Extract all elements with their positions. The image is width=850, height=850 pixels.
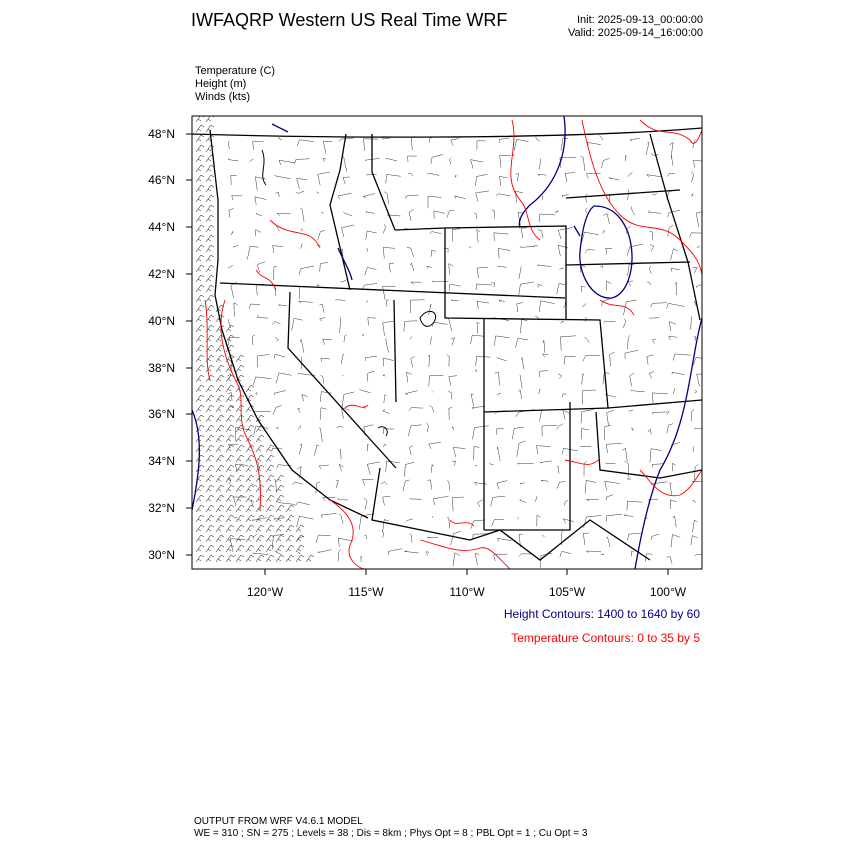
valid-time: Valid: 2025-09-14_16:00:00 bbox=[568, 27, 703, 39]
lon-tick-label: 110°W bbox=[449, 585, 485, 599]
field-winds: Winds (kts) bbox=[195, 91, 250, 103]
lon-tick-label: 115°W bbox=[348, 585, 384, 599]
longitude-axis bbox=[247, 569, 687, 599]
init-time: Init: 2025-09-13_00:00:00 bbox=[577, 14, 703, 26]
height-contour-legend: Height Contours: 1400 to 1640 by 60 bbox=[503, 607, 700, 621]
map-title: IWFAQRP Western US Real Time WRF bbox=[191, 10, 508, 30]
lat-tick-label: 36°N bbox=[148, 407, 175, 421]
lat-tick-label: 42°N bbox=[148, 267, 175, 281]
lat-tick-label: 32°N bbox=[148, 501, 175, 515]
lat-tick-label: 38°N bbox=[148, 361, 175, 375]
model-config-note: WE = 310 ; SN = 275 ; Levels = 38 ; Dis = 8km ; Phys Opt = 8 ; PBL Opt = 1 ; Cu Opt = 3 bbox=[194, 828, 588, 839]
lon-tick-label: 100°W bbox=[649, 585, 687, 599]
lat-tick-label: 46°N bbox=[148, 173, 175, 187]
lat-tick-label: 34°N bbox=[148, 454, 175, 468]
field-height: Height (m) bbox=[195, 78, 247, 90]
lat-tick-label: 44°N bbox=[148, 220, 175, 234]
lon-tick-label: 120°W bbox=[246, 585, 284, 599]
lat-tick-label: 48°N bbox=[148, 127, 175, 141]
lon-tick-label: 105°W bbox=[548, 585, 586, 599]
model-output-note: OUTPUT FROM WRF V4.6.1 MODEL bbox=[194, 816, 363, 827]
temperature-contour-legend: Temperature Contours: 0 to 35 by 5 bbox=[511, 631, 700, 645]
map-background bbox=[192, 116, 702, 569]
latitude-axis bbox=[148, 127, 192, 562]
lat-tick-label: 40°N bbox=[148, 314, 175, 328]
lat-tick-label: 30°N bbox=[148, 548, 175, 562]
field-temperature: Temperature (C) bbox=[195, 65, 276, 77]
